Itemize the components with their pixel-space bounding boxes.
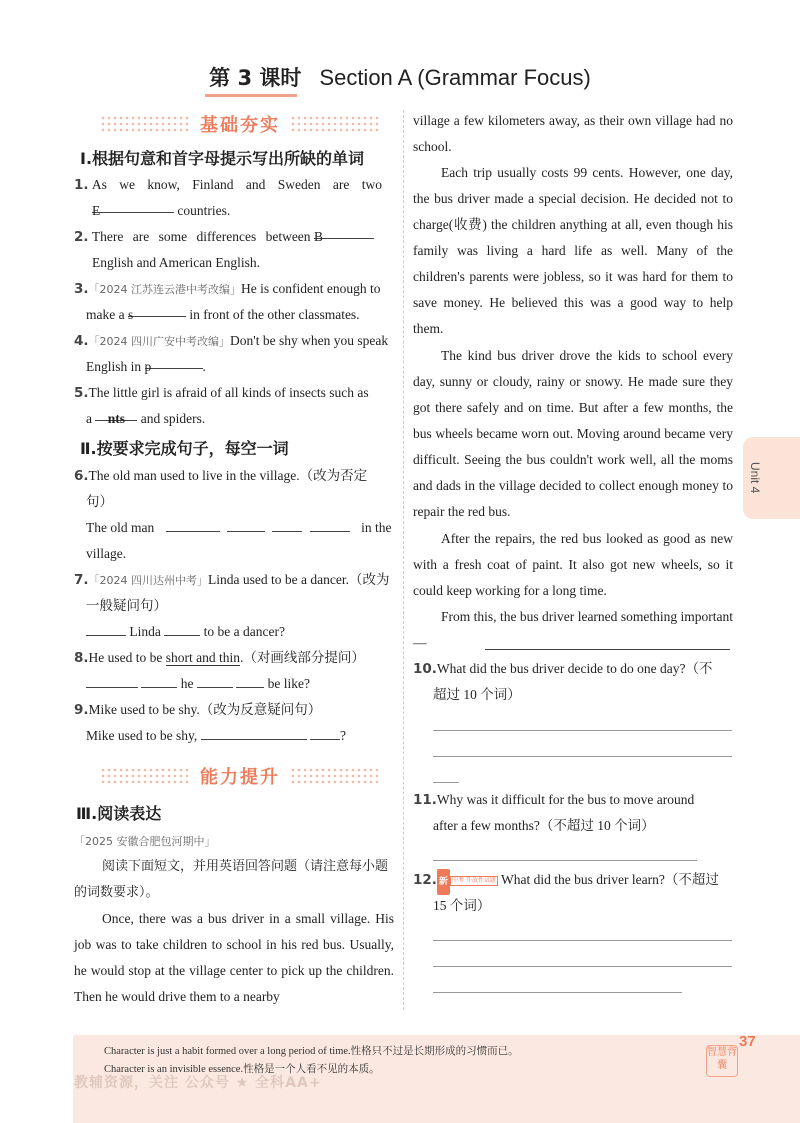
question-10-cont: 超过 10 个词） [433, 687, 521, 702]
footer-quote-2: Character is an invisible essence.性格是一个人看不见的本质。 [104, 1064, 380, 1075]
answer-blank[interactable] [141, 673, 177, 688]
answer-blank[interactable] [485, 649, 730, 650]
answer-suffix: in the [361, 520, 392, 535]
question-5-text: The little girl is afraid of all kinds of insects such as [88, 385, 369, 400]
footer-quote-1: Character is just a habit formed over a long period of time.性格只不过是长期形成的习惯而已。 [104, 1046, 519, 1057]
hint-letter: p [144, 359, 152, 374]
answer-text: nts [107, 411, 125, 426]
question-8-num: 8. [74, 650, 89, 666]
question-8 [74, 645, 365, 671]
question-6-answer-line2: village. [86, 546, 127, 561]
question-7-answer [86, 619, 285, 645]
reading-paragraph-1: Once, there was a bus driver in a small village. His job was to take children to school in his red bus. Usually, he would stop at the village center to pick up the children. Then he would drive them to a nearby [74, 911, 394, 1004]
answer-blank[interactable] [310, 517, 350, 532]
answer-line[interactable] [433, 966, 732, 967]
unit-label: Unit 4 [748, 462, 762, 494]
watermark-text: 教辅资源，关注 公众号 ★ 全科AA+ [74, 1075, 322, 1091]
answer-line[interactable] [433, 860, 697, 861]
question-5 [74, 380, 369, 406]
answer-prefix: The old man [86, 520, 155, 535]
question-9-num: 9. [74, 702, 89, 718]
answer-blank[interactable] [86, 621, 126, 636]
question-12-cont: 15 个词） [433, 898, 491, 913]
reading-instruction: 阅读下面短文，并用英语回答问题（请注意每小题的词数要求）。 [74, 859, 389, 900]
band-basic [100, 110, 380, 138]
lesson-title: Section A (Grammar Focus) [319, 65, 591, 90]
question-1-answer [92, 198, 230, 224]
new-badge: 新 [437, 869, 450, 895]
band-advanced-label: 能力提升 [200, 767, 280, 788]
answer-blank[interactable] [95, 406, 137, 426]
question-9-answer [86, 723, 346, 749]
answer-mid: he [180, 676, 194, 691]
question-9-text: Mike used to be shy.（改为反意疑问句） [88, 702, 322, 717]
answer-mid: Linda [129, 624, 161, 639]
answer-blank[interactable] [166, 517, 220, 532]
question-2-text: There are some differences between [91, 229, 311, 244]
question-1-tail: countries. [177, 203, 231, 218]
question-5-line2 [86, 406, 205, 432]
answer-blank[interactable] [92, 198, 174, 218]
question-3-num: 3. [74, 281, 89, 297]
section-3-source: 「2025 安徽合肥包河期中」 [74, 835, 216, 848]
answer-line[interactable] [433, 756, 732, 757]
question-4-line2 [86, 354, 206, 380]
question-10-num: 10. [413, 661, 437, 677]
question-11-text: Why was it difficult for the bus to move around [436, 792, 695, 807]
title-underline [205, 94, 297, 97]
question-10-text: What did the bus driver decide to do one day?（不 [436, 661, 713, 676]
question-3-source: 「2024 江苏连云港中考改编」 [88, 283, 242, 296]
question-10 [413, 656, 712, 682]
answer-suffix: ? [340, 728, 346, 743]
underlined-phrase: short and thin [165, 650, 241, 665]
answer-line[interactable] [433, 782, 459, 783]
answer-blank[interactable] [227, 517, 265, 532]
question-3 [74, 276, 381, 303]
question-11-num: 11. [413, 792, 437, 808]
question-9 [74, 697, 321, 723]
question-8-text: He used to be [88, 650, 163, 665]
question-4-num: 4. [74, 333, 89, 349]
answer-suffix: to be a dancer? [203, 624, 285, 639]
answer-blank[interactable] [197, 673, 233, 688]
answer-suffix: be like? [267, 676, 310, 691]
answer-blank[interactable] [144, 354, 203, 374]
question-4-pre: English in [86, 359, 142, 374]
open-question-badge: 中考 开放性试题 [451, 876, 496, 884]
question-2 [74, 224, 374, 250]
band-basic-label: 基础夯实 [200, 115, 280, 136]
hint-letter: s [127, 307, 134, 322]
question-6-cont: 句） [86, 494, 113, 509]
answer-line[interactable] [433, 992, 682, 993]
question-5-tail: and spiders. [140, 411, 206, 426]
hint-letter: E [92, 203, 101, 218]
question-8-answer [86, 671, 310, 697]
reading-paragraph-1-cont: village a few kilometers away, as their own village had no school. [413, 113, 733, 154]
answer-blank[interactable] [313, 224, 374, 244]
question-5-pre: a [86, 411, 92, 426]
question-4-source: 「2024 四川广安中考改编」 [88, 335, 231, 348]
section-3-title: Ⅲ.阅读表达 [76, 804, 162, 823]
question-1-num: 1. [74, 177, 89, 193]
question-3-pre: make a [86, 307, 125, 322]
question-7 [74, 567, 389, 594]
question-4 [74, 328, 388, 355]
question-3-line2 [86, 302, 360, 328]
question-7-text: Linda used to be a dancer.（改为 [208, 572, 390, 587]
question-6-num: 6. [74, 468, 89, 484]
page-number: 37 [739, 1033, 756, 1050]
question-2-line2: English and American English. [92, 255, 260, 270]
question-6 [74, 463, 367, 489]
question-4-text: Don't be shy when you speak [230, 333, 389, 348]
lesson-number: 第 3 课时 [209, 66, 302, 90]
question-1 [74, 172, 394, 198]
page-title [0, 62, 800, 92]
question-8-tail: .（对画线部分提问） [240, 650, 365, 665]
section-2-title: Ⅱ.按要求完成句子，每空一词 [80, 439, 289, 458]
logo-badge: 智慧背囊 [706, 1045, 738, 1077]
question-5-num: 5. [74, 385, 89, 401]
answer-blank[interactable] [201, 725, 307, 740]
reading-paragraph-5-text: From this, the bus driver learned something important— [413, 609, 733, 650]
section-1-title: Ⅰ.根据句意和首字母提示写出所缺的单词 [80, 149, 365, 168]
question-3-text: He is confident enough to [241, 281, 381, 296]
question-11 [413, 787, 694, 813]
reading-paragraph-3: The kind bus driver drove the kids to school every day, sunny or cloudy, rainy or snowy. He made sure they got there safely and on time. But after a few months, the bus wheels became worn out. Moving around became very difficult. Seeing the bus couldn't work well, all the moms and dads in the village decided to collect enough money to repair the red bus. [413, 348, 733, 519]
answer-line[interactable] [433, 730, 732, 731]
question-12-text: What did the bus driver learn?（不超过 [501, 872, 719, 887]
answer-prefix: Mike used to be shy, [86, 728, 198, 743]
answer-line[interactable] [433, 940, 732, 941]
band-advanced [100, 762, 380, 790]
answer-blank[interactable] [310, 725, 340, 740]
answer-blank[interactable] [236, 673, 264, 688]
question-3-tail: in front of the other classmates. [189, 307, 360, 322]
column-divider [403, 110, 404, 1010]
answer-blank[interactable] [164, 621, 200, 636]
question-6-text: The old man used to live in the village.（改为否定 [88, 468, 368, 483]
reading-paragraph-2: Each trip usually costs 99 cents. However, one day, the bus driver made a special decision. He decided not to charge(收费) the children anything at all, even though his family was living a hard life as well. Many of the children's parents were jobless, so it was hard for them to save money. He believed this was a good way to help them. [413, 165, 733, 336]
hint-letter: B [313, 229, 323, 244]
question-6-answer [86, 515, 391, 541]
question-12 [413, 867, 719, 895]
reading-paragraph-4: After the repairs, the red bus looked as good as new with a fresh coat of paint. It also got new wheels, so it could keep working for a long time. [413, 531, 733, 598]
answer-blank[interactable] [86, 673, 138, 688]
question-4-tail: . [202, 359, 206, 374]
question-1-text: As we know, Finland and Sweden are two [91, 177, 382, 192]
question-7-cont: 一般疑问句） [86, 598, 167, 613]
question-11-cont: after a few months?（不超过 10 个词） [433, 818, 655, 833]
answer-blank[interactable] [127, 302, 186, 322]
question-12-num: 12. [413, 872, 437, 888]
question-7-source: 「2024 四川达州中考」 [88, 574, 209, 587]
answer-blank[interactable] [272, 517, 302, 532]
question-2-num-label: 2. [74, 229, 89, 245]
question-7-num: 7. [74, 572, 89, 588]
